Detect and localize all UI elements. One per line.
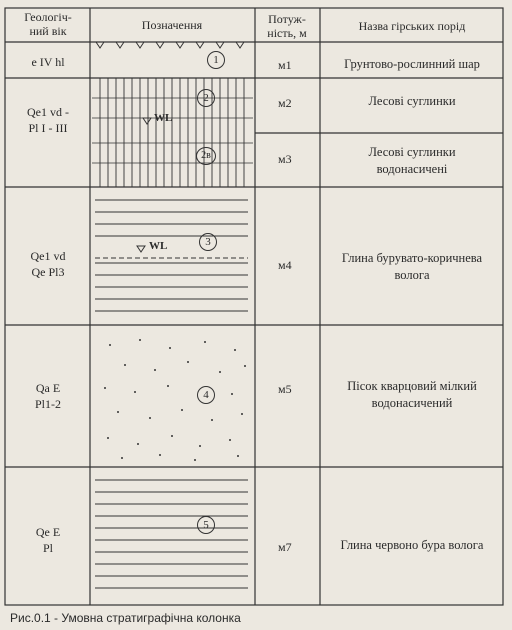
layer-3-name <box>322 250 502 284</box>
layer-2-name: Лесові суглинки <box>368 94 456 108</box>
layer-5-number: 5 <box>197 516 215 534</box>
layer-3-age <box>10 248 86 280</box>
layer-3-name-line2: волога <box>394 268 430 282</box>
header-age <box>10 10 86 38</box>
layer-4-name-line2: водонасичений <box>371 396 453 410</box>
layer-3-number: 3 <box>199 233 217 251</box>
layer-1-number: 1 <box>207 51 225 69</box>
layer-2v-number: 2в <box>196 147 216 165</box>
header-name: Назва гірських порід <box>358 19 466 33</box>
layer-4-age-line2: Pl1-2 <box>34 397 61 411</box>
layer-1-thickness: м1 <box>278 58 292 72</box>
layer-2-age <box>10 104 86 136</box>
layer-1-name: Грунтово-рослинний шар <box>344 57 480 71</box>
header-thickness-line2: ність, м <box>267 26 307 40</box>
layer-2-age-line1: Qe1 vd - <box>27 105 69 119</box>
layer-4-name <box>322 378 502 412</box>
layer-4-age <box>10 380 86 412</box>
header-symbol: Позначення <box>141 18 203 32</box>
layer-1-age: e IV hl <box>31 55 65 69</box>
layer-2v-thickness: м3 <box>278 152 292 166</box>
layer-4-thickness: м5 <box>278 382 292 396</box>
layer-2v-name-line1: Лесові суглинки <box>368 145 456 159</box>
layer-5-age-line2: Pl <box>42 541 53 555</box>
layer-5-name: Глина червоно бура волога <box>340 538 484 552</box>
water-level-label-2: WL <box>149 240 168 252</box>
layer-3-age-line1: Qe1 vd <box>30 249 66 263</box>
header-age-line2: ний вік <box>29 24 67 38</box>
layer-3-name-line1: Глина бурувато-коричнева <box>341 251 483 265</box>
layer-4-number: 4 <box>197 386 215 404</box>
header-thickness-line1: Потуж- <box>268 12 306 26</box>
layer-2v-name <box>322 144 502 178</box>
layer-2-number: 2 <box>197 89 215 107</box>
layer-3-age-line2: Qe Pl3 <box>31 265 65 279</box>
water-level-label-1: WL <box>154 112 173 124</box>
header-age-line1: Геологіч- <box>24 10 72 24</box>
figure-caption: Рис.0.1 - Умовна стратиграфічна колонка <box>10 611 241 625</box>
layer-3-thickness: м4 <box>278 258 292 272</box>
layer-5-thickness: м7 <box>278 540 292 554</box>
layer-5-age-line1: Qe E <box>35 525 61 539</box>
layer-5-age <box>10 524 86 556</box>
header-thickness <box>257 12 317 40</box>
layer-2v-name-line2: водонасичені <box>376 162 448 176</box>
layer-4-age-line1: Qa E <box>35 381 61 395</box>
layer-2-age-line2: Pl I - III <box>28 121 68 135</box>
layer-4-name-line1: Пісок кварцовий мілкий <box>347 379 477 393</box>
layer-2-thickness: м2 <box>278 96 292 110</box>
